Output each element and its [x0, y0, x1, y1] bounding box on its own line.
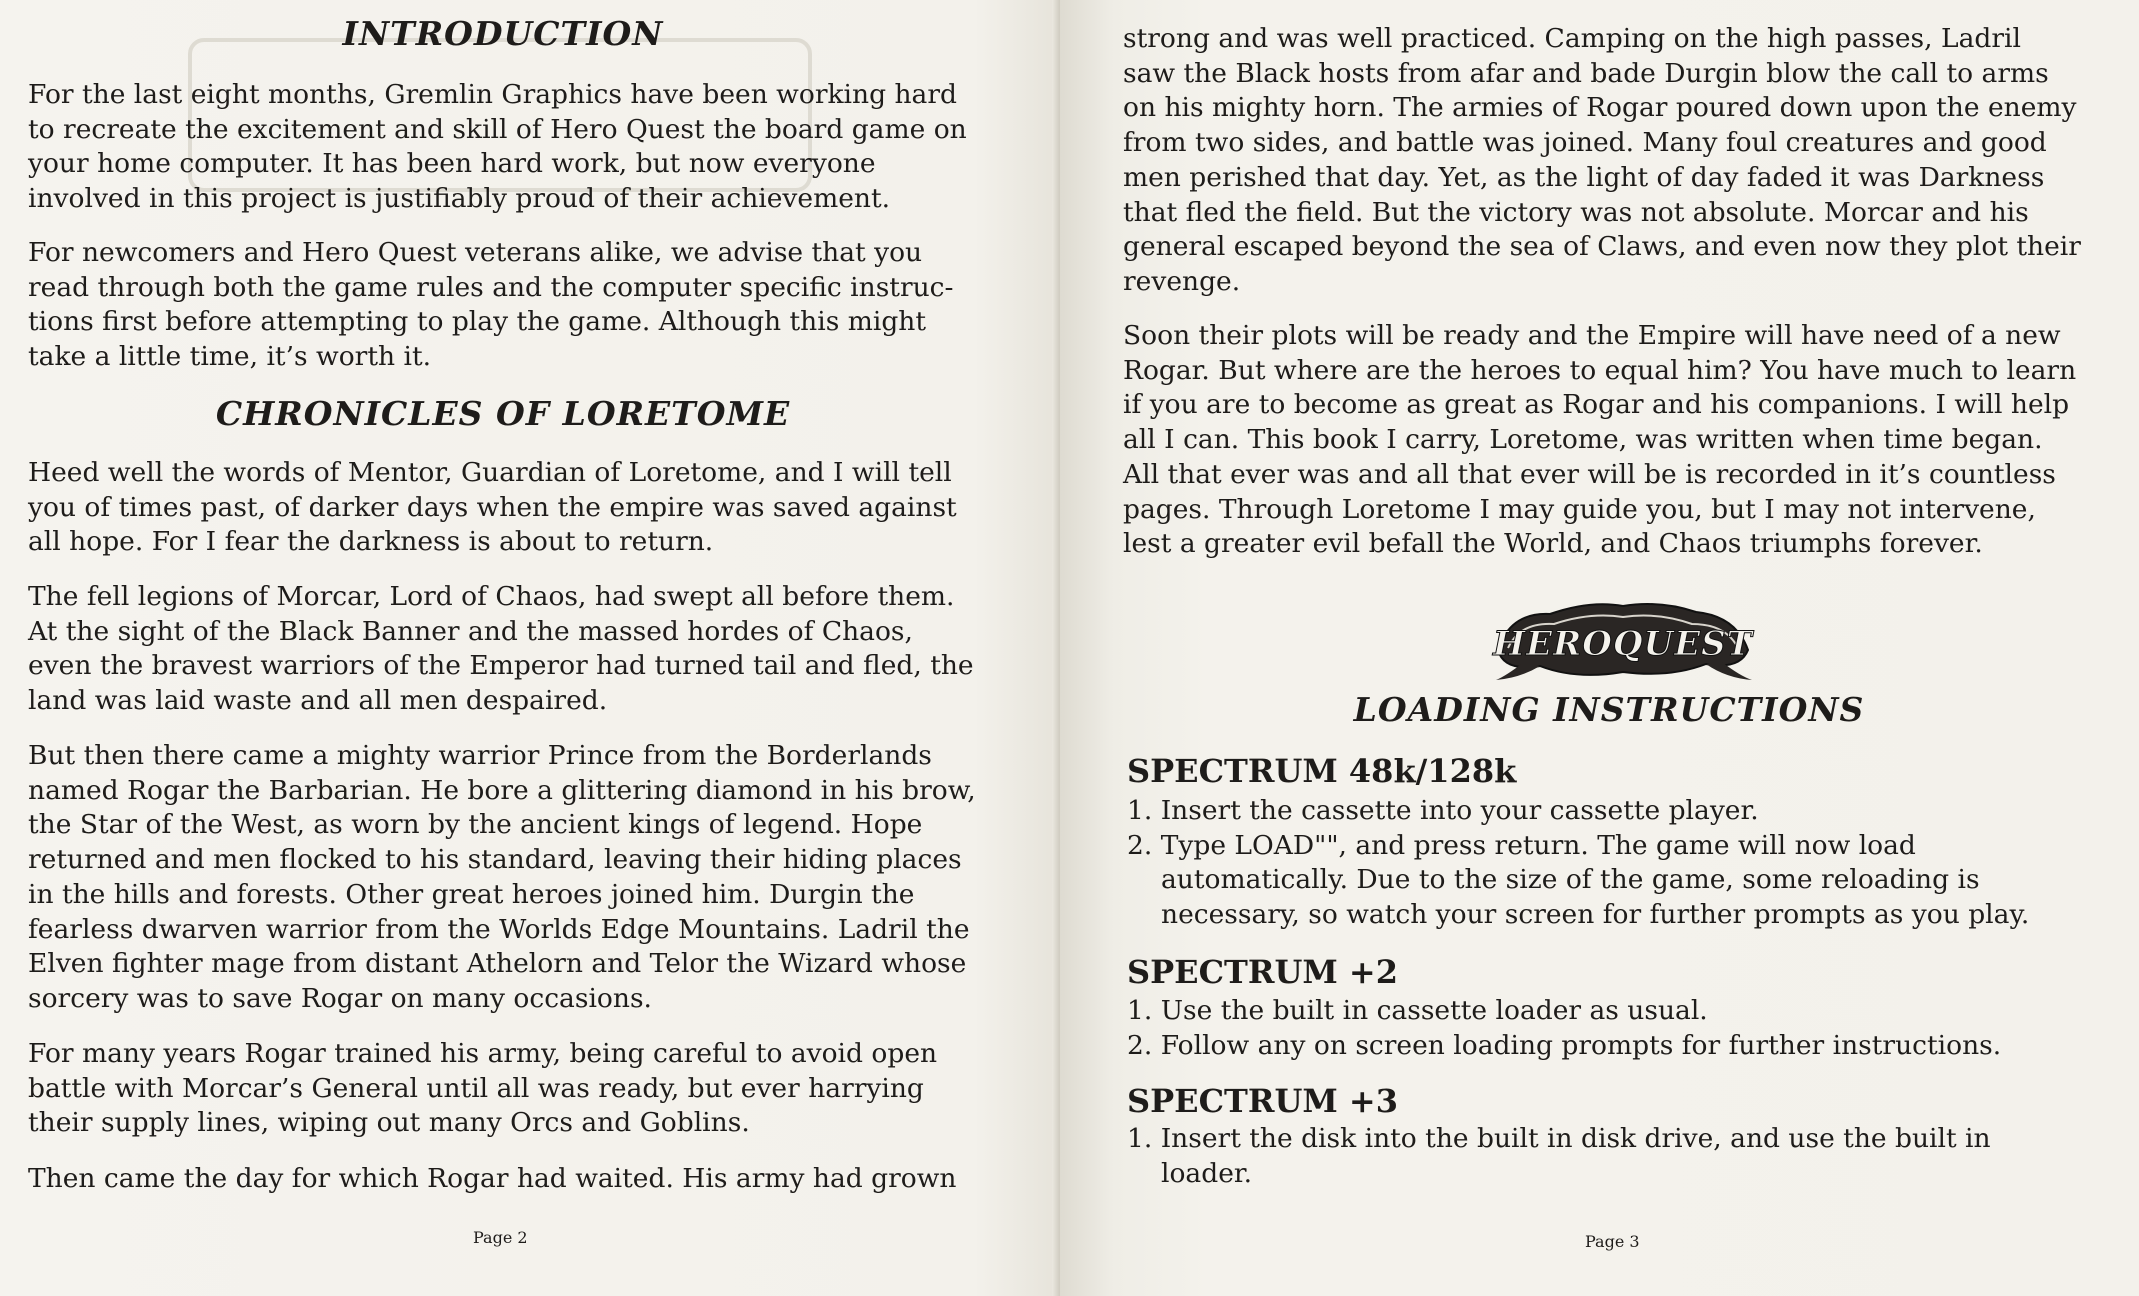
spectrum-plus2-steps — [1127, 994, 2001, 1063]
spectrum-plus3-heading: SPECTRUM +3 — [1127, 1082, 1398, 1120]
loading-instructions-heading: LOADING INSTRUCTIONS — [1353, 690, 1865, 729]
page-number-right: Page 3 — [1585, 1232, 1640, 1251]
continued-paragraph-2: Soon their plots will be ready and the Empire will have need of a new Rogar. But where are the heroes to equal him? You have much to learn if you are to become as great as Rogar and his companions. I will help all I can. This book I carry, Loretome, was written when time began. All that ever was and all that ever will be is recorded in it’s countless pages. Through Loretome I may guide you, but I may not intervene, lest a greater evil befall the World, and Chaos triumphs forever. — [1123, 320, 2077, 560]
page-number-left: Page 2 — [473, 1228, 528, 1247]
list-item: 1. Use the built in cassette loader as usual. — [1127, 995, 1708, 1026]
list-item: 2. Follow any on screen loading prompts for further instructions. — [1127, 1029, 2002, 1061]
spectrum-48k-steps: 1. Insert the cassette into your cassette player. 2. Type LOAD"", and press return. The game will now load automatically. Due to the size of the game, some reloading is necessary, so watch your screen for further prompts as you play. — [1127, 795, 2030, 931]
list-item: 1. Insert the cassette into your cassette player. — [1127, 795, 1759, 826]
chronicles-heading: CHRONICLES OF LORETOME — [215, 394, 791, 433]
chronicles-paragraph-2: The fell legions of Morcar, Lord of Chaos, had swept all before them. At the sight of the Black Banner and the massed hordes of Chaos, even the bravest warriors of the Emperor had turned tail and fled, the land was laid waste and all men despaired. — [28, 581, 974, 717]
spectrum-48k-heading: SPECTRUM 48k/128k — [1127, 752, 1517, 790]
intro-paragraph-2: For newcomers and Hero Quest veterans alike, we advise that you read through both the game rules and the computer specific instruc- tions first before attempting to play the game. Although this might take a little time, it’s worth it. — [28, 237, 954, 373]
list-item: 2. Type LOAD"", and press return. The game will now load — [1127, 829, 1916, 861]
chronicles-paragraph-5: Then came the day for which Rogar had waited. His army had grown — [28, 1163, 957, 1194]
intro-paragraph-1: For the last eight months, Gremlin Graphics have been working hard to recreate the excitement and skill of Hero Quest the board game on your home computer. It has been hard work, but now everyone involved in this project is justifiably proud of their achievement. — [28, 79, 967, 215]
chronicles-paragraph-3: But then there came a mighty warrior Prince from the Borderlands named Rogar the Barbarian. He bore a glittering diamond in his brow, the Star of the West, as worn by the ancient kings of legend. Hope returned and men flocked to his standard, leaving their hiding places in the hills and forests. Other great heroes joined him. Durgin the fearless dwarven warrior from the Worlds Edge Mountains. Ladril the Elven fighter mage from distant Athelorn and Telor the Wizard whose sorcery was to save Rogar on many occasions. — [28, 740, 976, 1014]
spectrum-plus3-steps: 1. Insert the disk into the built in disk drive, and use the built in loader. — [1127, 1123, 1991, 1189]
spectrum-plus2-heading: SPECTRUM +2 — [1127, 953, 1398, 991]
logo-lettering: HEROQUEST — [1493, 624, 1753, 664]
left-page — [0, 0, 1060, 1296]
chronicles-paragraph-1: Heed well the words of Mentor, Guardian of Loretome, and I will tell you of times past, of darker days when the empire was saved against all hope. For I fear the darkness is about to return. — [28, 457, 957, 558]
heroquest-logo — [1490, 592, 1756, 684]
chronicles-paragraph-4: For many years Rogar trained his army, being careful to avoid open battle with Morcar’s General until all was ready, but ever harrying their supply lines, wiping out many Orcs and Goblins. — [28, 1038, 938, 1139]
introduction-heading: INTRODUCTION — [342, 14, 664, 53]
list-item: 1. Insert the disk into the built in disk drive, and use the built in — [1127, 1123, 1991, 1154]
continued-paragraph-1: strong and was well practiced. Camping on the high passes, Ladril saw the Black hosts from afar and bade Durgin blow the call to arms on his mighty horn. The armies of Rogar poured down upon the enemy from two sides, and battle was joined. Many foul creatures and good men perished that day. Yet, as the light of day faded it was Darkness that fled the field. But the victory was not absolute. Morcar and his general escaped beyond the sea of Claws, and even now they plot their revenge. — [1123, 23, 2081, 297]
